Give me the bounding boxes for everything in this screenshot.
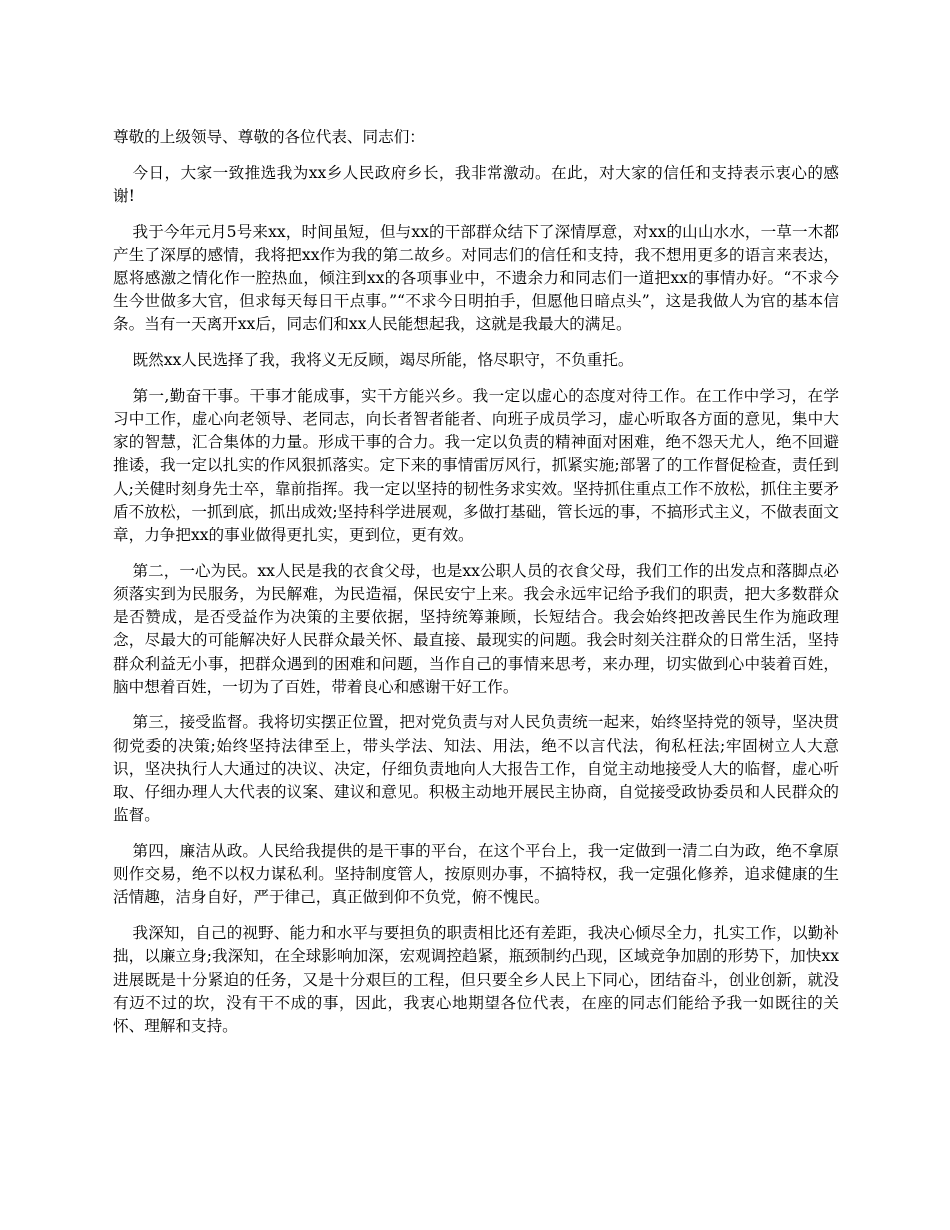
paragraph-point-two: 第二，一心为民。xx人民是我的衣食父母，也是xx公职人员的衣食父母，我们工作的出发点和落脚点必须落实到为民服务，为民解难，为民造福，保民安宁上来。我会永远牢记给予我们的职责，把大多数群众是否赞成，是否受益作为决策的主要依据，坚持统筹兼顾，长短结合。我会始终把改善民生作为施政理念，尽最大的可能解决好人民群众最关怀、最直接、最现实的问题。我会时刻关注群众的日常生活，坚持群众利益无小事，把群众遇到的困难和问题，当作自己的事情来思考，来办理，切实做到心中装着百姓，脑中想着百姓，一切为了百姓，带着良心和感谢干好工作。 (113, 561, 839, 696)
document-page (113, 126, 839, 1051)
paragraph-thanks: 今日，大家一致推选我为xx乡人民政府乡长，我非常激动。在此，对大家的信任和支持表示衷心的感谢! (113, 163, 839, 205)
paragraph-conclusion: 我深知，自己的视野、能力和水平与要担负的职责相比还有差距，我决心倾尽全力，扎实工作，以勤补拙，以廉立身;我深知，在全球影响加深，宏观调控趋紧，瓶颈制约凸现，区域竞争加剧的形势下，加快xx进展既是十分紧迫的任务，又是十分艰巨的工程，但只要全乡人民上下同心，团结奋斗，创业创新，就没有迈不过的坎，没有干不成的事，因此，我衷心地期望各位代表，在座的同志们能给予我一如既往的关怀、理解和支持。 (113, 924, 839, 1035)
paragraph-introduction: 我于今年元月5号来xx，时间虽短，但与xx的干部群众结下了深情厚意，对xx的山山水水，一草一木都产生了深厚的感情，我将把xx作为我的第二故乡。对同志们的信任和支持，我不想用更多的语言来表达，愿将感激之情化作一腔热血，倾注到xx的各项事业中，不遗余力和同志们一道把xx的事情办好。“不求今生今世做多大官，但求每天每日干点事。”“不求今日明拍手，但愿他日暗点头”，这是我做人为官的基本信条。当有一天离开xx后，同志们和xx人民能想起我，这就是我最大的满足。 (113, 222, 839, 334)
paragraph-point-four: 第四，廉洁从政。人民给我提供的是干事的平台，在这个平台上，我一定做到一清二白为政，绝不拿原则作交易，绝不以权力谋私利。坚持制度管人，按原则办事，不搞特权，我一定强化修养，追求健康的生活情趣，洁身自好，严于律己，真正做到仰不负党，俯不愧民。 (113, 841, 839, 907)
paragraph-point-three: 第三，接受监督。我将切实摆正位置，把对党负责与对人民负责统一起来，始终坚持党的领导，坚决贯彻党委的决策;始终坚持法律至上，带头学法、知法、用法，绝不以言代法，徇私枉法;牢固树立人大意识，坚决执行人大通过的决议、决定，仔细负责地向人大报告工作，自觉主动地接受人大的临督，虚心听取、仔细办理人大代表的议案、建议和意见。积极主动地开展民主协商，自觉接受政协委员和人民群众的监督。 (113, 713, 839, 825)
salutation: 尊敬的上级领导、尊敬的各位代表、同志们： (113, 128, 425, 146)
paragraph-commitment: 既然xx人民选择了我，我将义无反顾，竭尽所能，恪尽职守，不负重托。 (132, 351, 634, 370)
paragraph-point-one: 第一,勤奋干事。干事才能成事，实干方能兴乡。我一定以虚心的态度对待工作。在工作中学习，在学习中工作，虚心向老领导、老同志，向长者智者能者、向班子成员学习，虚心听取各方面的意见，集中大家的智慧，汇合集体的力量。形成干事的合力。我一定以负责的精神面对困难，绝不怨天尤人，绝不回避推诿，我一定以扎实的作风狠抓落实。定下来的事情雷厉风行，抓紧实施;部署了的工作督促检查，责任到人;关健时刻身先士卒，靠前指挥。我一定以坚持的韧性务求实效。坚持抓住重点工作不放松，抓住主要矛盾不放松，一抓到底，抓出成效;坚持科学进展观，多做打基础，管长远的事，不搞形式主义，不做表面文章，力争把xx的事业做得更扎实，更到位，更有效。 (113, 386, 839, 545)
